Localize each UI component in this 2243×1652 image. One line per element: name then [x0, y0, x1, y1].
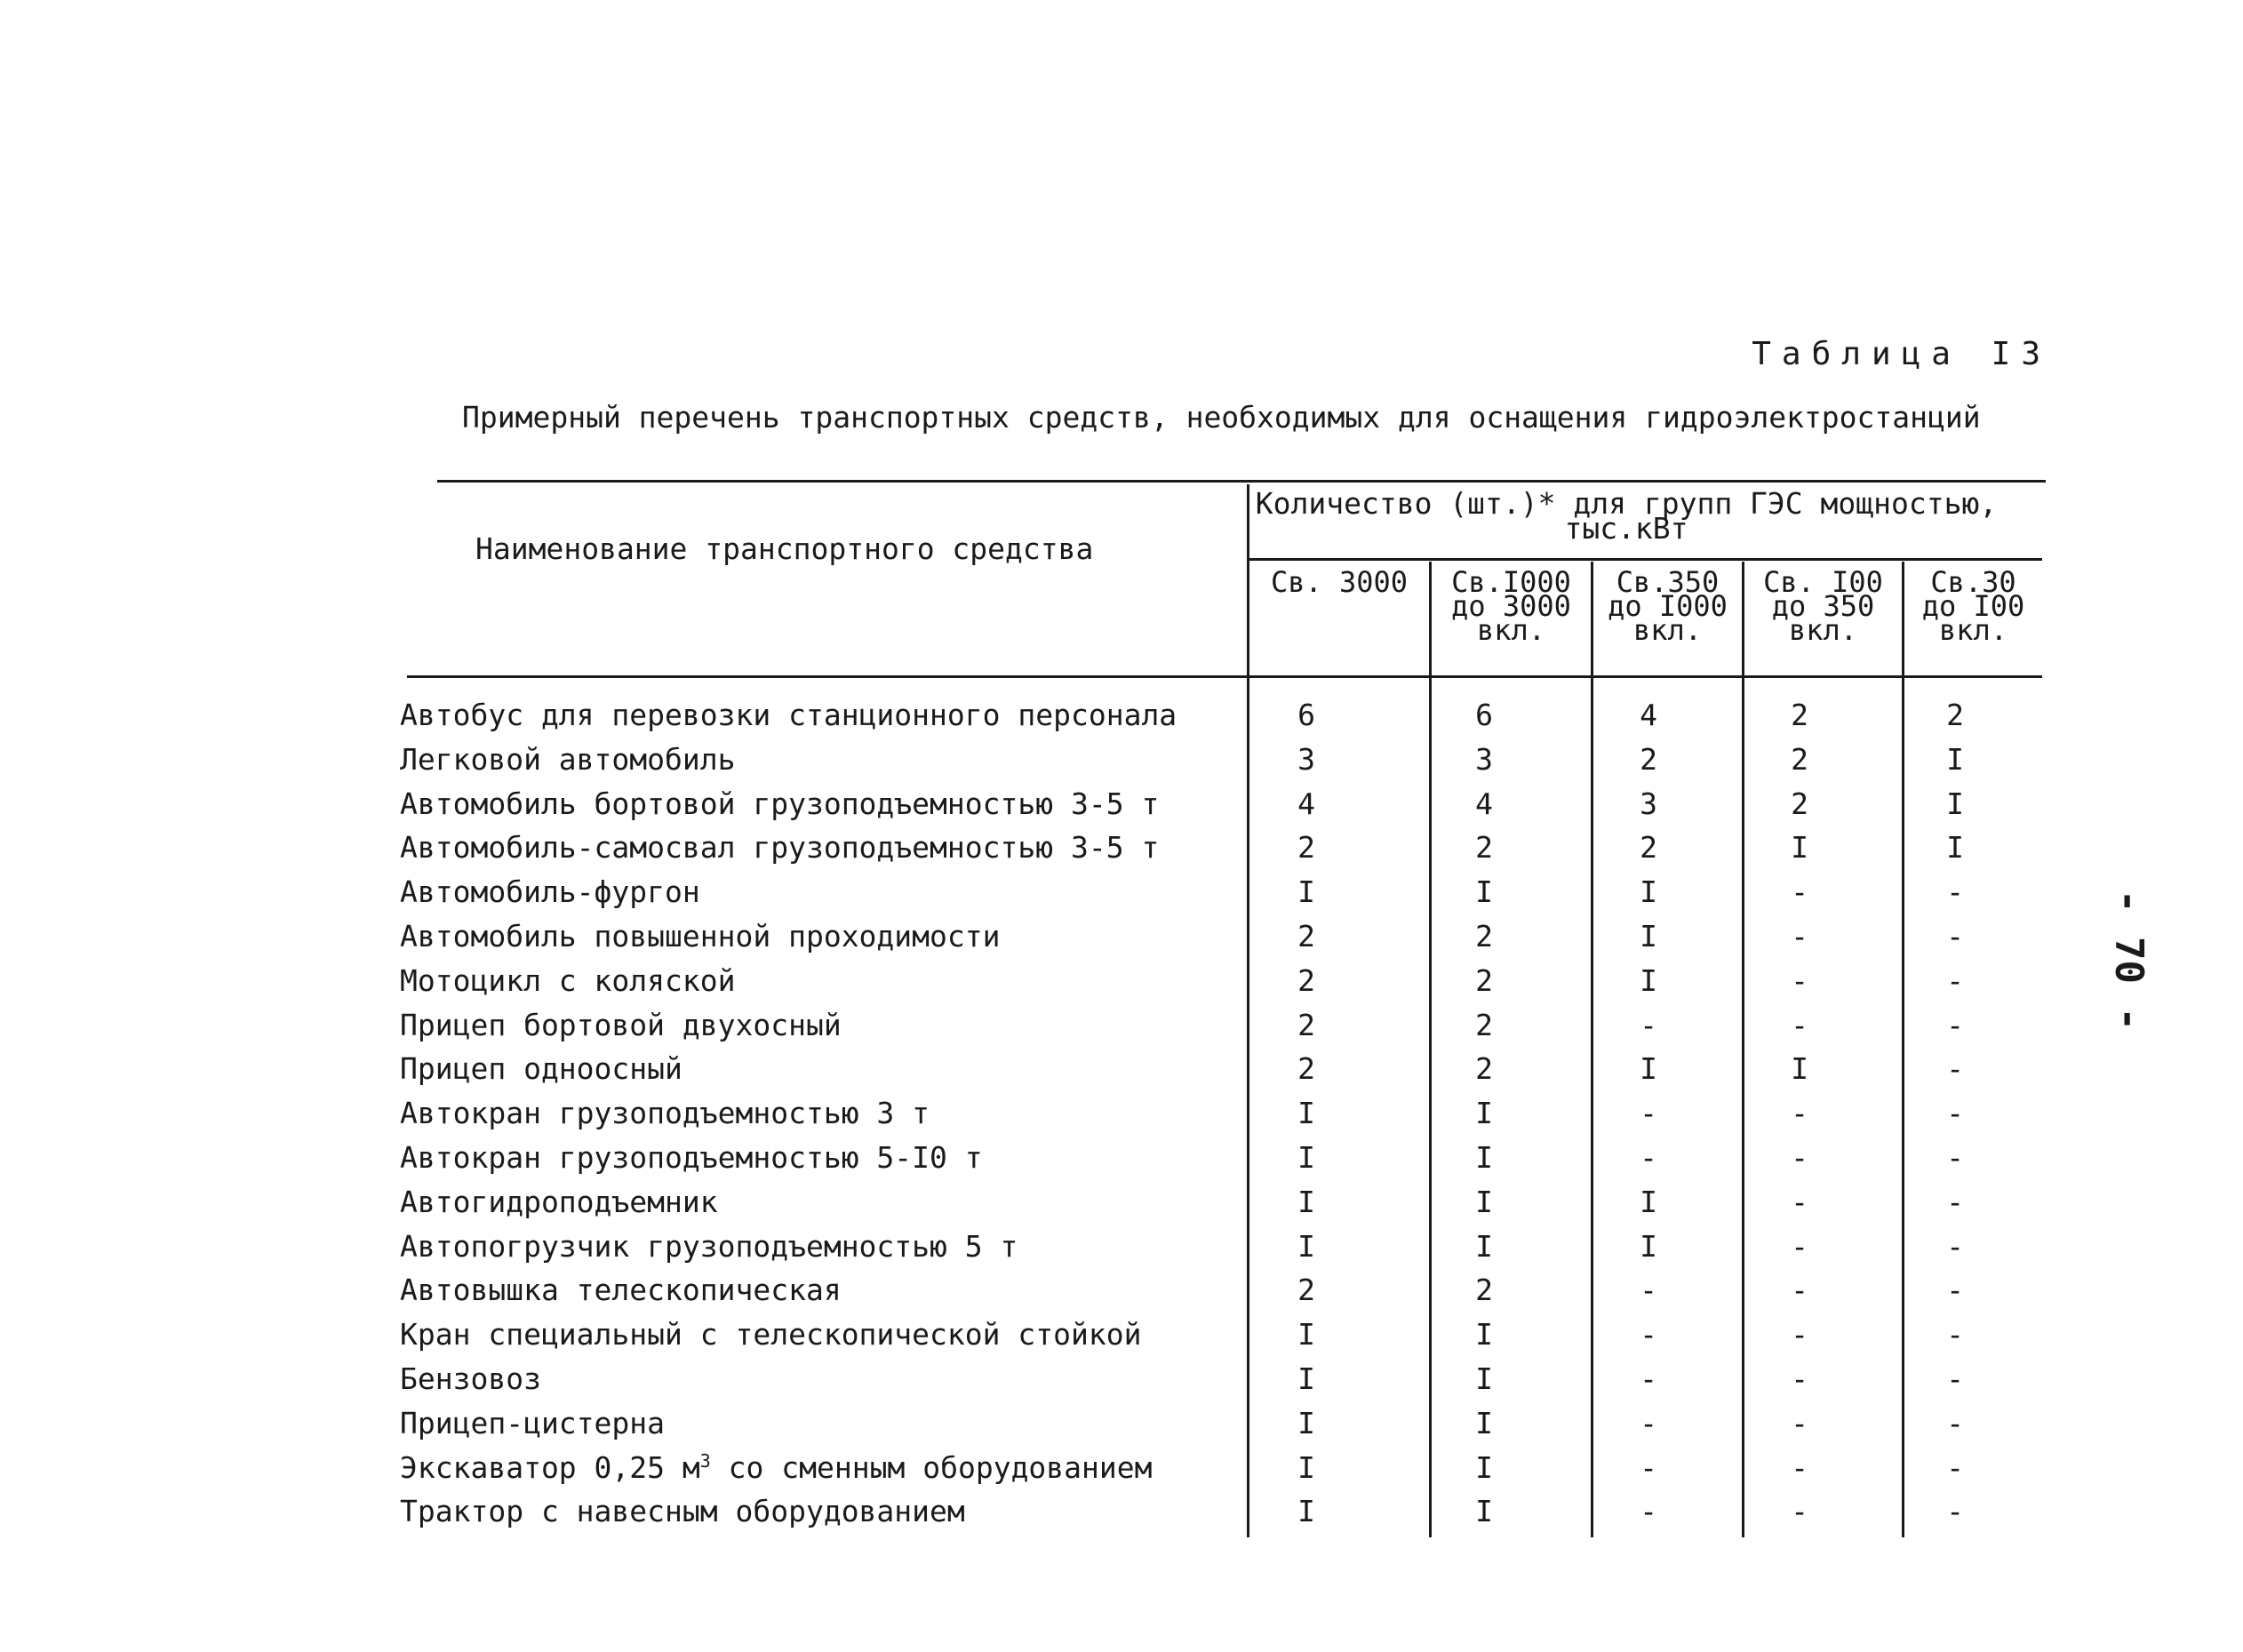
- row-value: -: [1946, 918, 1964, 954]
- row-value: -: [1791, 1494, 1808, 1529]
- row-value: I: [1297, 1317, 1315, 1353]
- row-name: Прицеп бортовой двухосный: [400, 1007, 842, 1042]
- row-value: 4: [1297, 786, 1315, 821]
- column-header-line: Св.30: [1930, 565, 2016, 599]
- row-value: -: [1946, 874, 1964, 910]
- row-value: I: [1475, 1184, 1493, 1219]
- row-value: 2: [1475, 1273, 1493, 1308]
- row-value: -: [1946, 1494, 1964, 1529]
- row-name: Автомобиль-фургон: [400, 874, 700, 910]
- row-name: Трактор с навесным оборудованием: [400, 1494, 965, 1529]
- header-bottom-rule: [407, 675, 2042, 678]
- row-value: I: [1946, 786, 1964, 821]
- row-value: 2: [1640, 741, 1657, 777]
- row-value: -: [1791, 962, 1808, 998]
- table-top-rule: [437, 480, 2046, 483]
- column-header-4: [1744, 565, 1902, 647]
- group-header-rule: [1249, 558, 2042, 561]
- row-name: Автомобиль-самосвал грузоподъемностью 3-5 т: [400, 830, 1160, 866]
- row-value: -: [1946, 1449, 1964, 1485]
- row-value: I: [1297, 874, 1315, 910]
- row-value: -: [1640, 1273, 1657, 1308]
- row-value: 2: [1297, 1007, 1315, 1042]
- row-value: 2: [1475, 962, 1493, 998]
- row-value: 2: [1475, 918, 1493, 954]
- row-value: -: [1640, 1007, 1657, 1042]
- row-value: I: [1297, 1184, 1315, 1219]
- column-header-line: Св.I000: [1451, 565, 1571, 599]
- row-value: I: [1475, 1361, 1493, 1396]
- column-header-line: до 3000: [1451, 589, 1571, 623]
- column-header-line: вкл.: [1476, 613, 1546, 647]
- column-header-line: до I00: [1921, 589, 2025, 623]
- row-value: -: [1791, 1449, 1808, 1485]
- row-value: 2: [1297, 1273, 1315, 1308]
- row-value: 3: [1640, 786, 1657, 821]
- row-value: I: [1297, 1228, 1315, 1264]
- row-value: -: [1946, 1317, 1964, 1353]
- column-header-line: до I000: [1608, 589, 1728, 623]
- row-name: Автокран грузоподъемностью 5-I0 т: [400, 1139, 983, 1175]
- row-value: I: [1791, 830, 1808, 866]
- row-value: I: [1297, 1139, 1315, 1175]
- row-value: -: [1791, 918, 1808, 954]
- row-value: I: [1640, 1184, 1657, 1219]
- row-value: -: [1946, 1273, 1964, 1308]
- row-name: Прицеп-цистерна: [400, 1405, 666, 1441]
- row-value: -: [1946, 1184, 1964, 1219]
- row-value: 2: [1640, 830, 1657, 866]
- row-value: 4: [1640, 698, 1657, 732]
- row-name: Автовышка телескопическая: [400, 1273, 842, 1308]
- row-value: I: [1475, 1494, 1493, 1529]
- row-value: 4: [1475, 786, 1493, 821]
- row-name: Легковой автомобиль: [400, 741, 736, 777]
- row-value: -: [1791, 874, 1808, 910]
- column-header-2: [1432, 565, 1591, 647]
- row-value: 3: [1475, 741, 1493, 777]
- row-value: -: [1640, 1494, 1657, 1529]
- row-value: -: [1791, 1273, 1808, 1308]
- row-value: I: [1475, 1405, 1493, 1441]
- row-value: 2: [1475, 830, 1493, 866]
- row-name: Мотоцикл с коляской: [400, 962, 736, 998]
- row-name: Автобус для перевозки станционного персонала: [400, 698, 1177, 732]
- row-value: -: [1791, 1007, 1808, 1042]
- row-value: 2: [1297, 830, 1315, 866]
- page-number: - 70 -: [2105, 890, 2151, 1031]
- row-value: I: [1475, 1096, 1493, 1131]
- row-value: I: [1297, 1361, 1315, 1396]
- row-value: I: [1475, 1228, 1493, 1264]
- row-name-part: со сменным оборудованием: [710, 1449, 1153, 1485]
- row-value: 2: [1791, 741, 1808, 777]
- row-value: 2: [1946, 698, 1964, 732]
- row-name: Кран специальный с телескопической стойкой: [400, 1317, 1142, 1353]
- row-value: I: [1475, 874, 1493, 910]
- row-value: I: [1946, 830, 1964, 866]
- row-value: -: [1946, 1228, 1964, 1264]
- row-value: -: [1946, 962, 1964, 998]
- row-name: Автопогрузчик грузоподъемностью 5 т: [400, 1228, 1018, 1264]
- row-value: 2: [1297, 918, 1315, 954]
- row-value: I: [1475, 1317, 1493, 1353]
- table-label: Таблица I3: [1752, 336, 2051, 372]
- name-column-header: Наименование транспортного средства: [475, 531, 1094, 566]
- column-header-3: [1593, 565, 1742, 647]
- row-value: I: [1640, 1228, 1657, 1264]
- row-value: 2: [1475, 1051, 1493, 1087]
- row-value: -: [1791, 1405, 1808, 1441]
- row-value: I: [1791, 1051, 1808, 1087]
- column-header-5: [1904, 565, 2042, 647]
- column-header-line: вкл.: [1632, 613, 1703, 647]
- row-name: [400, 1450, 1153, 1485]
- group-header-line1: Количество (шт.)* для групп ГЭС мощностью,: [1255, 486, 1998, 521]
- row-value: 3: [1297, 741, 1315, 777]
- row-name: Автогидроподъемник: [400, 1184, 718, 1219]
- row-value: -: [1640, 1096, 1657, 1131]
- row-value: I: [1297, 1405, 1315, 1441]
- row-value: -: [1640, 1361, 1657, 1396]
- row-value: I: [1475, 1139, 1493, 1175]
- column-header-line: до 350: [1771, 589, 1875, 623]
- column-header-line: вкл.: [1938, 613, 2008, 647]
- row-value: -: [1946, 1405, 1964, 1441]
- row-value: I: [1475, 1449, 1493, 1485]
- column-header-line: Св. I00: [1763, 565, 1883, 599]
- row-value: 2: [1475, 1007, 1493, 1042]
- row-value: I: [1297, 1449, 1315, 1485]
- row-value: -: [1640, 1139, 1657, 1175]
- row-value: -: [1791, 1184, 1808, 1219]
- row-name: Автокран грузоподъемностью 3 т: [400, 1096, 930, 1131]
- row-name: Бензовоз: [400, 1361, 541, 1396]
- row-value: -: [1640, 1405, 1657, 1441]
- group-column-header: [1249, 486, 2004, 546]
- row-value: -: [1946, 1139, 1964, 1175]
- row-value: I: [1297, 1494, 1315, 1529]
- row-value: -: [1946, 1096, 1964, 1131]
- row-value: 6: [1297, 698, 1315, 732]
- row-value: 2: [1791, 786, 1808, 821]
- row-value: 2: [1297, 962, 1315, 998]
- column-header-1: [1249, 565, 1429, 599]
- row-value: -: [1946, 1361, 1964, 1396]
- row-value: -: [1946, 1007, 1964, 1042]
- row-name: Автомобиль повышенной проходимости: [400, 918, 1001, 954]
- row-value: -: [1791, 1096, 1808, 1131]
- row-value: I: [1640, 1051, 1657, 1087]
- row-name: Автомобиль бортовой грузоподъемностью 3-5 т: [400, 786, 1160, 821]
- row-value: I: [1297, 1096, 1315, 1131]
- group-header-line2: тыс.кВт: [1564, 511, 1688, 546]
- row-value: -: [1946, 1051, 1964, 1087]
- column-header-line: вкл.: [1788, 613, 1858, 647]
- column-header-line: Св. 3000: [1270, 565, 1409, 599]
- cubic-superscript: 3: [699, 1449, 711, 1472]
- row-value: 2: [1297, 1051, 1315, 1087]
- row-value: -: [1791, 1317, 1808, 1353]
- row-value: I: [1640, 874, 1657, 910]
- row-value: -: [1791, 1361, 1808, 1396]
- row-value: -: [1640, 1317, 1657, 1353]
- row-value: -: [1791, 1228, 1808, 1264]
- column-header-line: Св.350: [1616, 565, 1720, 599]
- row-value: I: [1640, 962, 1657, 998]
- row-name: Прицеп одноосный: [400, 1051, 682, 1087]
- row-value: 6: [1475, 698, 1493, 732]
- row-value: 2: [1791, 698, 1808, 732]
- row-value: I: [1640, 918, 1657, 954]
- table-title: Примерный перечень транспортных средств, необходимых для оснащения гидроэлектростанций: [462, 400, 1981, 435]
- row-value: -: [1640, 1449, 1657, 1485]
- row-value: I: [1946, 741, 1964, 777]
- row-value: -: [1791, 1139, 1808, 1175]
- row-name-part: Экскаватор 0,25 м: [400, 1449, 700, 1485]
